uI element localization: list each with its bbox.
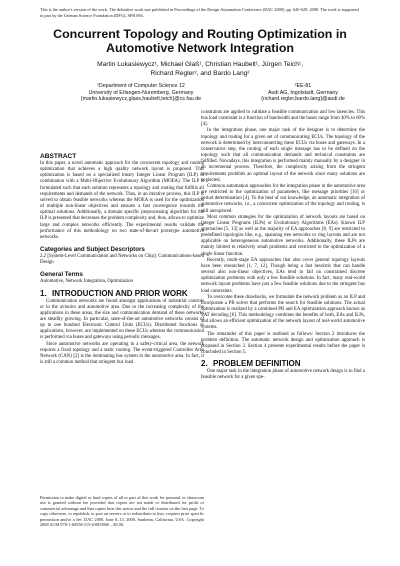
author-list: [20, 61, 380, 78]
right-paragraph-1: constraints are applied to validate a feasible communication and low latencies. This bus load constraint is a function of bandwidth and the buses range from 40% to 60% [4].: [201, 110, 365, 128]
general-terms-text: Automotive, Network Integration, Optimization: [40, 279, 133, 285]
affiliation-right-line-2: Audi AG, Ingolstadt, Germany: [267, 89, 339, 96]
categories-text: 2.2 [System-Level Communication and Networks on Chip]: Communications-based Design: [40, 254, 204, 266]
right-paragraph-7: The remainder of this paper is outlined as follows: Section 2 introduces the problem definition. The automatic network design and optimization approach is proposed in Section 3. Section 4 presents experimental results before the paper is concluded in Section 5.: [201, 331, 365, 356]
paper-title: Concurrent Topology and Routing Optimization in Automotive Network Integration: [53, 27, 347, 55]
problem-definition-heading: [201, 359, 365, 369]
introduction-paragraph-1: Communication networks are found amongst applications of industrial controls or in the avionics and automotive area. Due to the increasing complexity of the applications in these areas, the size and communication demand of these networks are steadily growing. In particular, state-of-the-art automotive networks consist of up to one hundred Electronic Control Units (ECUs). Distributed functions or applications, however, are implemented on these ECUs whereas the communication is performed via buses and gateways using periodic messages.: [40, 298, 204, 341]
right-paragraph-2: In the integration phase, one major task of the designer is to determine the topology and routing for a given set of communicating ECUs. The topology of the network is determined by interconnecting these ECUs via buses and gateways. In a conservative step, the routing of each single message has to be defined on the topology such that all communication demands and technical constraints are fulfilled. Nowadays, this integration is performed mainly manually by a designer in an incremental process. Therefore, the complexity arising from the stringent requirements prohibits an optimal layout of the network since many solutions are neglected.: [201, 128, 365, 183]
abstract-heading: ABSTRACT: [40, 153, 77, 160]
abstract-text: In this paper, a novel automatic approach for the concurrent topology and routing optimization that achieves a high quality network layout is proposed. This optimization is based on a specialized binary Integer Linear Program (ILP) in combination with a Multi-Objective Evolutionary Algorithm (MOEA). The ILP is formulated such that each solution represents a topology and routing that fulfills all requirements and demands of the network. Thus, in an iterative process, this ILP is solved to obtain feasible networks whereas the MOEA is used for the optimization of multiple non-linear objectives and ensures a fast convergence towards the optimal solutions. Additionally, a domain specific preprocessing algorithm for the ILP is presented that decreases the problem complexity and, thus, allows to optimize large and complex networks efficiently. The experimental results validate the performance of this methodology on two state-of-the-art prototype automotive networks.: [40, 161, 204, 240]
affiliation-left-emails: {martin.lukasiewycz,glass,haubelt,teich}@cs.fau.de: [80, 96, 202, 103]
affiliation-audi: [244, 83, 362, 103]
introduction-paragraph-2: Since automotive networks are operating in a safety-critical area, the network requires a fixed topology and a static routing. The event-triggered Controller Area Network (CAN) [2] is the dominating bus system in the automotive area. In fact, it is still a common method that stringent bus load: [40, 341, 204, 366]
general-terms-heading: General Terms: [40, 271, 83, 279]
authors-line-1: Martin Lukasiewycz¹, Michael Glaß¹, Christian Haubelt¹, Jürgen Teich¹,: [97, 61, 303, 68]
left-column: [40, 150, 204, 366]
affiliation-erlangen: [56, 83, 226, 103]
right-paragraph-3: Common automation approaches for the integration phase in the automotive area are restricted to the optimization of parameters, like message priorities [10] or period determination [4]. To the best of our knowledge, an automatic integration of automotive networks, i.e., a concurrent optimization of the topology and routing, is still unexplored.: [201, 183, 365, 214]
permission-footnote: Permission to make digital or hard copies of all or part of this work for personal or classroom use is granted without fee provided that copies are not made or distributed for profit or commercial advantage and that copies bear this notice and the full citation on the first page. To copy otherwise, to republish, to post on servers or to redistribute to lists, requires prior specific permission and/or a fee. DAC 2008, June 8–13, 2008, Anaheim, California, USA. Copyright 2008 ACM 978-1-60558-115-6/08/0006 ...$5.00.: [40, 495, 204, 528]
problem-definition-number: 2.: [201, 359, 208, 369]
right-paragraph-5: Recently, multi-stage EA approaches that also cover general topology layouts have been researched [1, 7, 12]. Though being a fast heuristic that can handle several also non-linear objectives, EAs tend to fail on constrained discrete optimization problems with only a few feasible solutions. In fact, many real-world network layout problems have just a few feasible solutions due to the stringent bus load constraints.: [201, 257, 365, 294]
affiliation-right-emails: {richard.regler,bardo.lang}@audi.de: [261, 96, 345, 103]
categories-heading: Categories and Subject Descriptors: [40, 246, 145, 254]
affiliation-left-line-1: ¹Department of Computer Science 12: [97, 83, 185, 89]
affiliation-left-line-2: University of Erlangen-Nuremberg, Germany: [88, 89, 194, 96]
authors-line-2: Richard Regler², and Bardo Lang²: [150, 69, 250, 77]
right-paragraph-6: To overcome these drawbacks, we formulate the network problem as an ILP and incorporate a PB solver that performs the search for feasible solutions. The actual optimization is realized by a combined PB and EA optimization approach known as SAT decoding [6]. This methodology combines the benefits of both, EAs and ILPs, and allows an efficient optimization of the network layout of real-world automotive systems.: [201, 294, 365, 331]
right-paragraph-4: Most common strategies for the optimization of network layouts are based on Integer Linear Programs (ILPs) or Evolutionary Algorithms (EAs). Known ILP approaches [5, 13] as well as the majority of EA approaches [8, 9] are restricted to predefined topologies like, e.g., spanning tree networks or ring layouts and are not applicable on heterogeneous automotive networks. Additionally, these ILPs are mainly limited to relatively small problems and restricted to the optimization of a single linear function.: [201, 214, 365, 257]
introduction-number: 1.: [40, 288, 47, 298]
author-version-notice: This is the author's version of the work. The definitive work was published in Proceedings of the Design Automation Conference (DAC 2008), pp. 626-629, 2008. The work is supported in part by the German Science Foundation (DFG), SFB 694.: [40, 7, 359, 18]
introduction-title: INTRODUCTION AND PRIOR WORK: [52, 288, 188, 298]
right-column: [201, 110, 365, 382]
affiliation-right-line-1: ²EE-81: [294, 83, 312, 89]
introduction-heading: [40, 289, 204, 299]
problem-definition-paragraph: One major task in the integration phase of automotive network design is to find a feasible network for a given spe-: [201, 369, 365, 381]
problem-definition-title: PROBLEM DEFINITION: [213, 359, 301, 369]
